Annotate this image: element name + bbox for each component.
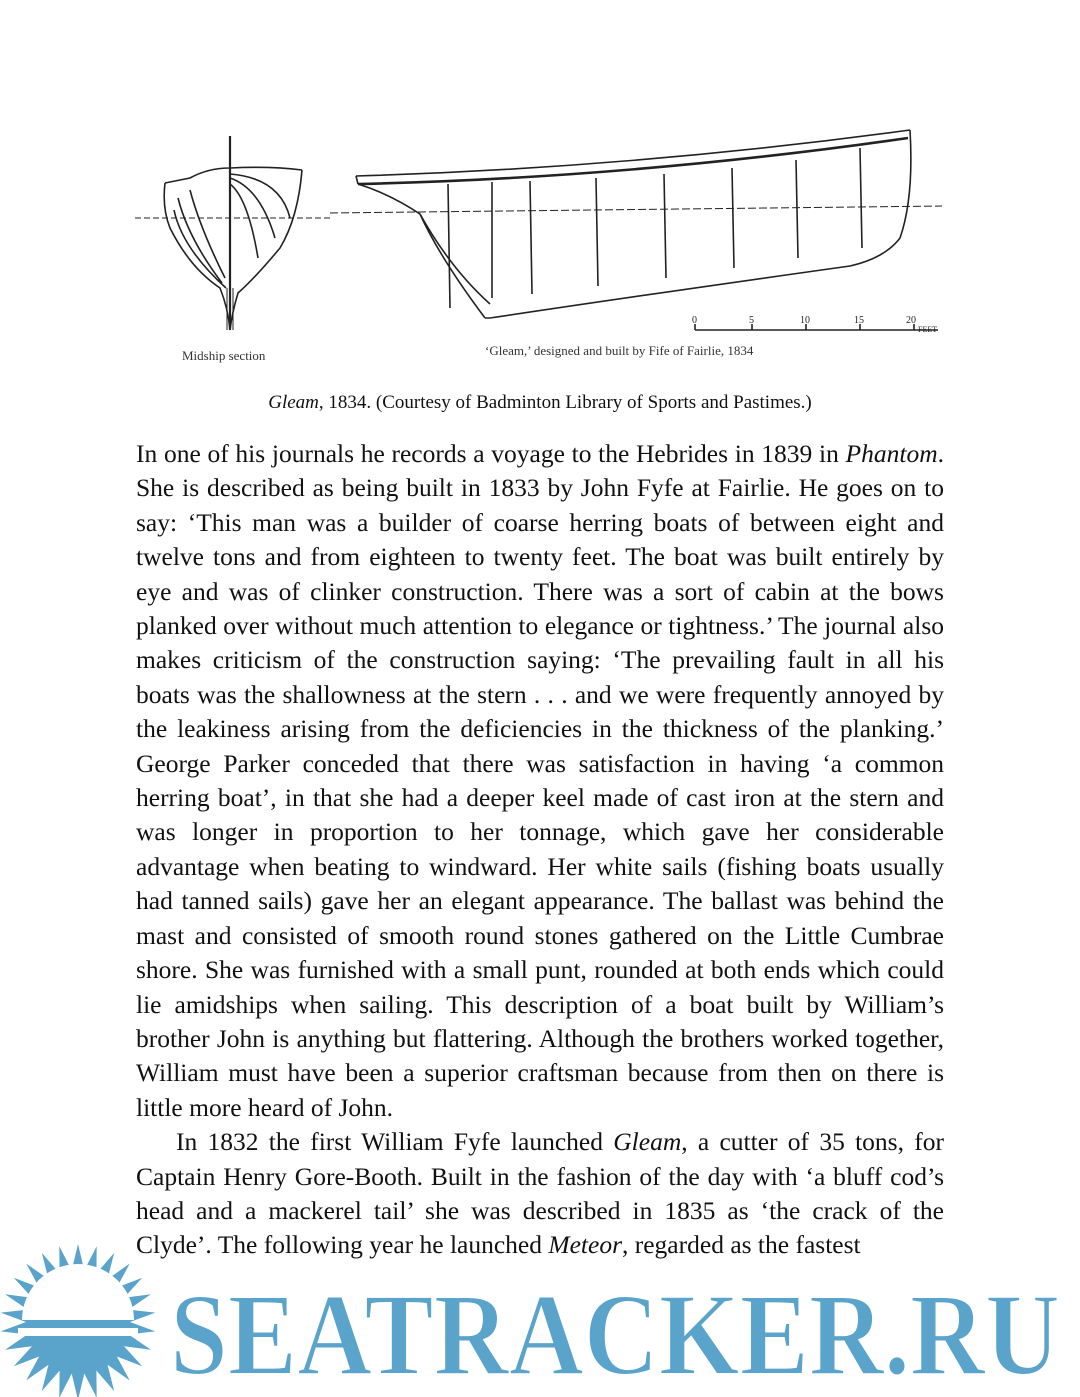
paragraph-1 <box>136 437 944 1125</box>
scale-tick-0: 0 <box>692 315 697 326</box>
paragraph-2-text-c: , regarded as the fastest <box>622 1230 861 1260</box>
scale-tick-5: 5 <box>749 315 754 326</box>
profile-plan-drawing <box>330 130 942 318</box>
boat-name-phantom: Phantom <box>845 439 938 468</box>
caption-boat-name: Gleam <box>268 392 319 413</box>
midship-label: Midship section <box>182 348 266 363</box>
watermark-text: SEATRACKER.RU <box>170 1269 1060 1397</box>
plan-label: ‘Gleam,’ designed and built by Fife of Fairlie, 1834 <box>485 343 754 358</box>
scale-tick-20: 20 <box>906 315 916 326</box>
body-text <box>136 437 944 1263</box>
ship-plan-drawing <box>130 118 950 376</box>
figure-caption <box>0 392 1080 414</box>
scale-bar <box>695 324 938 330</box>
ship-plan-figure <box>130 118 950 376</box>
watermark-graphic <box>0 1236 1080 1397</box>
paragraph-2-text-b: , a cutter of 35 tons, for Captain Henry Gore-Booth. Built in the fashion of the day with ‘a bluff cod’s head and a mackerel tail’ she was described in 1835 as ‘the crack of the Clyde’. The following year he launched <box>136 1127 944 1260</box>
caption-text: , 1834. (Courtesy of Badminton Library of Sports and Pastimes.) <box>318 392 812 413</box>
scale-tick-10: 10 <box>800 315 810 326</box>
boat-name-gleam: Gleam <box>613 1127 682 1157</box>
midship-section-drawing <box>135 136 330 330</box>
paragraph-1-text-a: In one of his journals he records a voyage to the Hebrides in 1839 in <box>136 439 846 468</box>
scale-unit: FEET <box>918 325 938 334</box>
paragraph-2-text-a: In 1832 the first William Fyfe launched <box>176 1127 614 1157</box>
sun-burst-logo <box>1 1244 156 1397</box>
watermark <box>0 1236 1080 1397</box>
boat-name-meteor: Meteor <box>548 1230 622 1260</box>
scale-tick-15: 15 <box>854 315 864 326</box>
paragraph-1-text-b: . She is described as being built in 1833 by John Fyfe at Fairlie. He goes on to say: ‘This man was a builder of coarse herring boats of between eight and twelve tons and from eighteen to twenty feet. The boat was built entirely by eye and was of clinker construction. There was a sort of cabin at the bows planked over without much attention to elegance or tightness.’ The journal also makes criticism of the construction saying: ‘The prevailing fault in all his boats was the shallowness at the stern . . . and we were frequently annoyed by the leakiness arising from the deficiencies in the thickness of the planking.’ George Parker conceded that there was satisfaction in having ‘a common herring boat’, in that she had a deeper keel made of cast iron at the stern and was longer in proportion to her tonnage, which gave her considerable advantage when beating to windward. Her white sails (fishing boats usually had tanned sails) gave her an elegant appearance. The ballast was behind the mast and consisted of smooth round stones gathered on the Little Cumbrae shore. She was furnished with a small punt, rounded at both ends which could lie amidships when sailing. This description of a boat built by William’s brother John is anything but flattering. Although the brothers worked together, William must have been a superior craftsman because from then on there is little more heard of John. <box>136 439 944 1122</box>
